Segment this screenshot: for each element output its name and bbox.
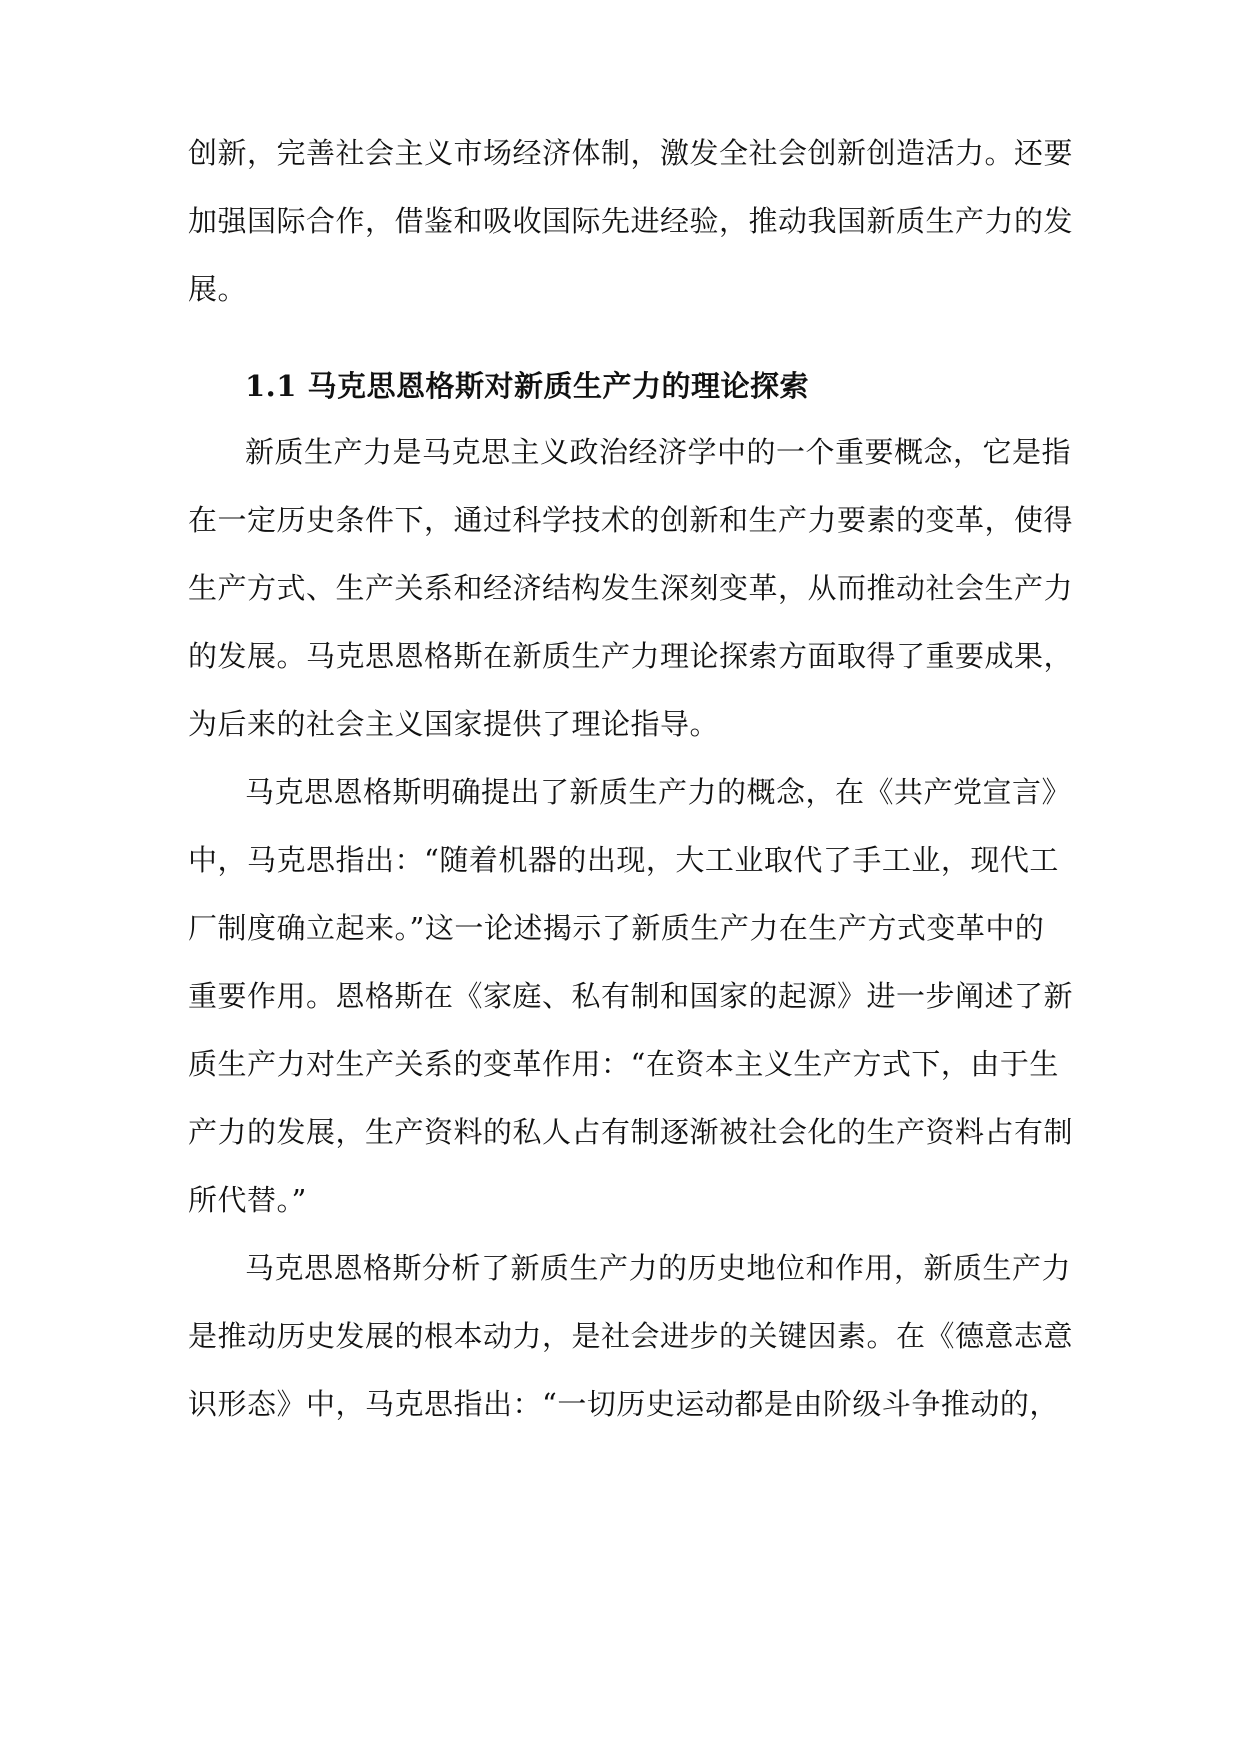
body-text-line: 产力的发展，生产资料的私人占有制逐渐被社会化的生产资料占有制 [188,1115,1074,1149]
body-text-line: 新质生产力是马克思主义政治经济学中的一个重要概念，它是指 [245,435,1072,469]
section-heading: 1.1 马克思恩格斯对新质生产力的理论探索 [245,369,810,403]
body-text-line: 马克思恩格斯分析了新质生产力的历史地位和作用，新质生产力 [245,1251,1072,1285]
body-text-line: 生产方式、生产关系和经济结构发生深刻变革，从而推动社会生产力 [188,571,1074,605]
body-text-line: 展。 [188,272,248,306]
body-text-line: 识形态》中，马克思指出：“一切历史运动都是由阶级斗争推动的， [188,1387,1059,1421]
body-text-line: 是推动历史发展的根本动力，是社会进步的关键因素。在《德意志意 [188,1319,1074,1353]
body-text-line: 创新，完善社会主义市场经济体制，激发全社会创新创造活力。还要 [188,136,1074,170]
body-text-line: 中，马克思指出：“随着机器的出现，大工业取代了手工业，现代工 [188,843,1059,877]
body-text-line: 厂制度确立起来。”这一论述揭示了新质生产力在生产方式变革中的 [188,911,1045,945]
body-text-line: 所代替。” [188,1183,307,1217]
body-text-line: 马克思恩格斯明确提出了新质生产力的概念，在《共产党宣言》 [245,775,1072,809]
body-text-line: 的发展。马克思恩格斯在新质生产力理论探索方面取得了重要成果， [188,639,1074,673]
body-text-line: 为后来的社会主义国家提供了理论指导。 [188,707,720,741]
body-text-line: 在一定历史条件下，通过科学技术的创新和生产力要素的变革，使得 [188,503,1074,537]
body-text-line: 质生产力对生产关系的变革作用：“在资本主义生产方式下，由于生 [188,1047,1059,1081]
body-text-line: 重要作用。恩格斯在《家庭、私有制和国家的起源》进一步阐述了新 [188,979,1074,1013]
body-text-line: 加强国际合作，借鉴和吸收国际先进经验，推动我国新质生产力的发 [188,204,1074,238]
